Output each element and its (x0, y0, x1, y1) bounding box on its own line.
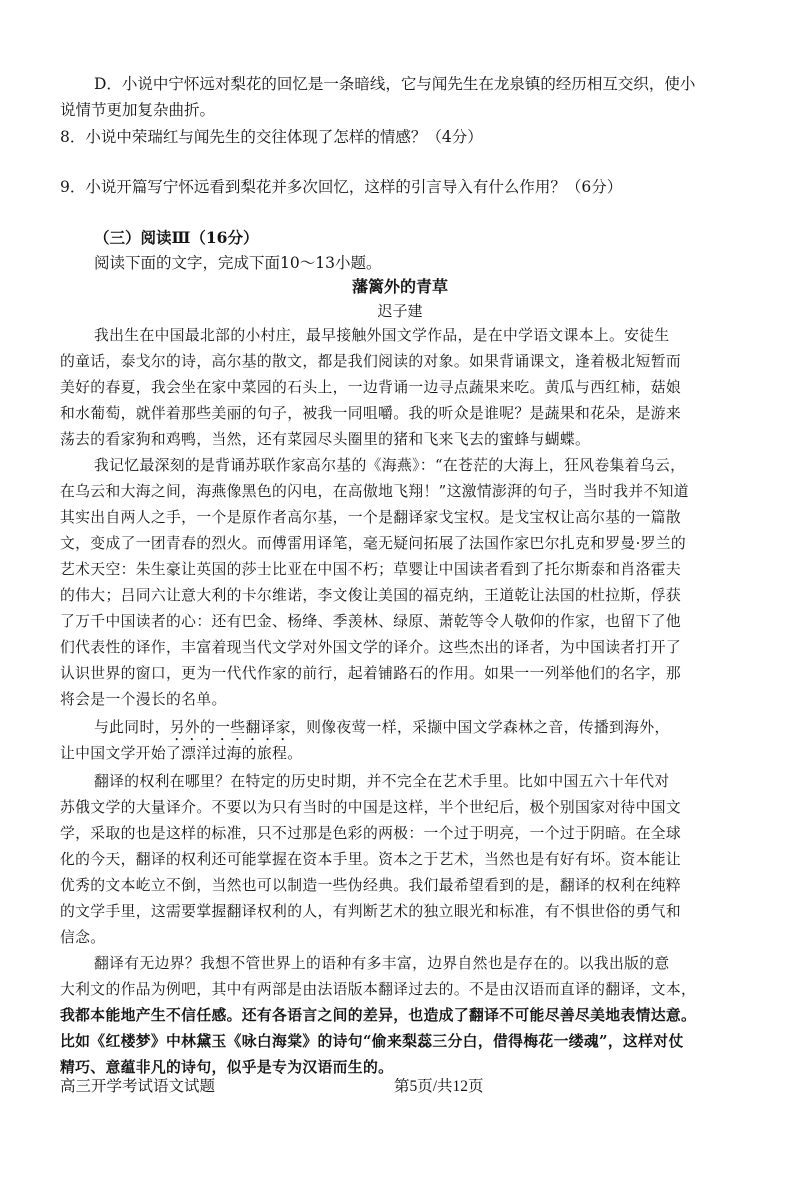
paragraph-2-line: 了万千中国读者的心：还有巴金、杨绛、季羡林、绿原、萧乾等令人敬仰的作家，也留下了他 (60, 613, 682, 630)
paragraph-2-line: 将会是一个漫长的名单。 (60, 691, 227, 708)
emphasized-phrase: 另外的一些翻译家 (169, 719, 291, 736)
section-instruction: 阅读下面的文字，完成下面10～13小题。 (94, 254, 382, 272)
paragraph-2-line: 文，变成了一团青春的烈火。而傅雷用译笔，毫无疑问拓展了法国作家巴尔扎克和罗曼·罗兰的 (60, 535, 687, 552)
footer-exam-name: 高三开学考试语文试题 (60, 1078, 216, 1095)
option-d-line1: D．小说中宁怀远对梨花的回忆是一条暗线，它与闻先生在龙泉镇的经历相互交织，使小 (94, 75, 696, 93)
paragraph-1-line: 美好的春夏，我会坐在家中菜园的石头上，一边背诵一边寻点蔬果来吃。黄瓜与西红柿，菇娘 (60, 379, 682, 396)
paragraph-2-line: 其实出自两人之手，一个是原作者高尔基，一个是翻译家戈宝权。是戈宝权让高尔基的一篇散 (60, 509, 682, 526)
paragraph-2-line: 艺术天空：朱生豪让英国的莎士比亚在中国不朽；草婴让中国读者看到了托尔斯泰和肖洛霍夫 (60, 561, 682, 578)
paragraph-2-line: 认识世界的窗口，更为一代代作家的前行，起着铺路石的作用。如果一一列举他们的名字，那 (60, 665, 682, 682)
article-title: 藩篱外的青草 (351, 277, 448, 296)
question-9: 9．小说开篇写宁怀远看到梨花并多次回忆，这样的引言导入有什么作用？（6分） (60, 178, 623, 196)
paragraph-5-line: 翻译有无边界？我想不管世界上的语种有多丰富，边界自然也是存在的。以我出版的意 (94, 955, 670, 972)
paragraph-2-line: 我记忆最深刻的是背诵苏联作家高尔基的《海燕》：“在苍茫的大海上，狂风卷集着乌云， (94, 457, 686, 474)
paragraph-2-line: 在乌云和大海之间，海燕像黑色的闪电，在高傲地飞翔！”这激情澎湃的句子，当时我并不知道 (60, 483, 689, 500)
paragraph-1-line: 荡去的看家狗和鸡鸭，当然，还有菜园尽头圈里的猪和飞来飞去的蜜蜂与蝴蝶。 (60, 431, 591, 448)
paragraph-5-line: 大利文的作品为例吧，其中有两部是由法语版本翻译过去的。不是由汉语而直译的翻译，文本， (60, 981, 697, 998)
paragraph-3-line: 让中国文学开始了漂洋过海的旅程。 (60, 745, 303, 762)
section-heading: （三）阅读Ⅲ（16分） (94, 228, 259, 247)
paragraph-1-line: 和水葡萄，就伴着那些美丽的句子，被我一同咀嚼。我的听众是谁呢？是蔬果和花朵，是游来 (60, 405, 682, 422)
paragraph-1-line: 的童话，泰戈尔的诗，高尔基的散文，都是我们阅读的对象。如果背诵课文，逢着极北短暂而 (60, 353, 682, 370)
paragraph-4-line: 信念。 (60, 929, 106, 946)
paragraph-5-line: 精巧、意蕴非凡的诗句，似乎是专为汉语而生的。 (60, 1059, 394, 1076)
paragraph-5-line: 我都本能地产生不信任感。还有各语言之间的差异，也造成了翻译不可能尽善尽美地表情达意。 (60, 1007, 697, 1024)
paragraph-4-line: 苏俄文学的大量译介。不要以为只有当时的中国是这样，半个世纪后，极个别国家对待中国文 (60, 799, 682, 816)
article-author: 迟子建 (377, 302, 423, 320)
paragraph-2-line: 的伟大；吕同六让意大利的卡尔维诺，李文俊让美国的福克纳，王道乾让法国的杜拉斯，俘获 (60, 587, 682, 604)
question-8: 8．小说中荣瑞红与闻先生的交往体现了怎样的情感？（4分） (60, 128, 483, 146)
paragraph-4-line: 的文学手里，这需要掌握翻译权利的人，有判断艺术的独立眼光和标准，有不惧世俗的勇气和 (60, 903, 682, 920)
paragraph-4-line: 优秀的文本屹立不倒，当然也可以制造一些伪经典。我们最希望看到的是，翻译的权利在纯粹 (60, 877, 682, 894)
footer-page-number: 第5页/共12页 (394, 1078, 484, 1095)
paragraph-4-line: 化的今天，翻译的权利还可能掌握在资本手里。资本之于艺术，当然也是有好有坏。资本能让 (60, 851, 682, 868)
paragraph-5-line: 比如《红楼梦》中林黛玉《咏白海棠》的诗句“偷来梨蕊三分白，借得梅花一缕魂”，这样对仗 (60, 1033, 684, 1050)
paragraph-3-line: 与此同时，另外的一些翻译家，则像夜莺一样，采撷中国文学森林之音，传播到海外， (94, 719, 670, 736)
paragraph-1-line: 我出生在中国最北部的小村庄，最早接触外国文学作品，是在中学语文课本上。安徒生 (94, 327, 670, 344)
option-d-line2: 说情节更加复杂曲折。 (60, 101, 216, 119)
paragraph-4-line: 学，采取的也是这样的标准，只不过那是色彩的两极：一个过于明亮，一个过于阴暗。在全球 (60, 825, 682, 842)
paragraph-2-line: 们代表性的译作，丰富着现当代文学对外国文学的译介。这些杰出的译者，为中国读者打开了 (60, 639, 682, 656)
paragraph-4-line: 翻译的权利在哪里？在特定的历史时期，并不完全在艺术手里。比如中国五六十年代对 (94, 773, 670, 790)
